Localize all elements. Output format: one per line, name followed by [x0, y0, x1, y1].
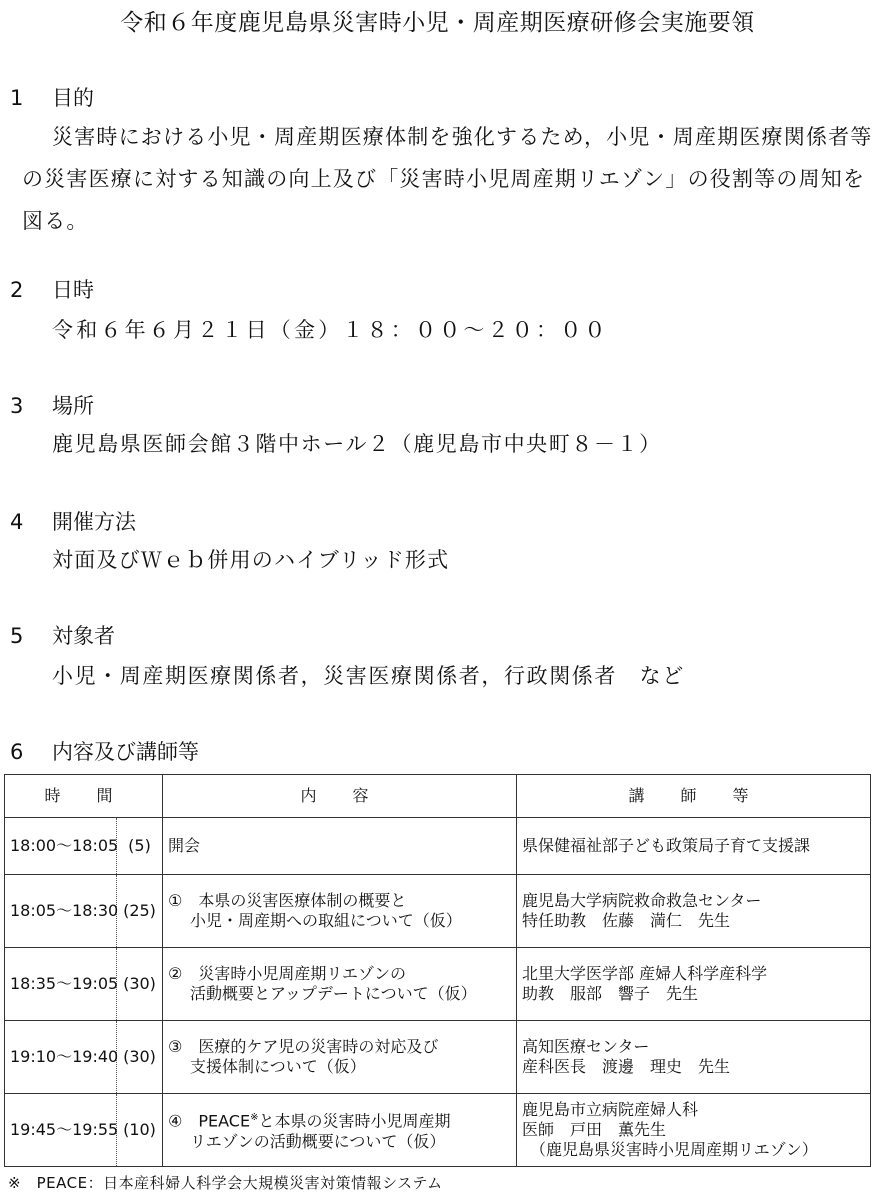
time-cell: 19:45～19:55 — [5, 1094, 117, 1167]
table-row — [5, 818, 871, 875]
section-title: 内容及び講師等 — [52, 740, 199, 764]
section-4-heading — [10, 506, 136, 536]
content-line: ① 本県の災害医療体制の概要と — [168, 891, 407, 910]
duration-cell: (25) — [117, 875, 163, 948]
lecturer-cell — [517, 875, 871, 948]
lecturer-line: 医師 戸田 薫先生 — [522, 1120, 667, 1139]
section-title: 対象者 — [52, 624, 115, 648]
content-line: 小児・周産期への取組について（仮） — [190, 911, 462, 930]
lecturer-line: 県保健福祉部子ども政策局子育て支援課 — [522, 836, 811, 855]
content-cell — [163, 1021, 517, 1094]
lecturer-cell — [517, 1094, 871, 1167]
content-text: と本県の災害時小児周産期 — [258, 1111, 451, 1131]
content-line: 支援体制について（仮） — [190, 1057, 366, 1076]
section-4-body: 対面及びＷｅｂ併用のハイブリッド形式 — [52, 548, 450, 572]
header-content: 内 容 — [163, 775, 517, 818]
table-row — [5, 1021, 871, 1094]
page-title: 令和６年度鹿児島県災害時小児・周産期医療研修会実施要領 — [120, 10, 755, 36]
section-title: 日時 — [52, 278, 94, 302]
section-title: 開催方法 — [52, 510, 136, 534]
section-3-body: 鹿児島県医師会館３階中ホール２（鹿児島市中央町８－１） — [52, 432, 662, 456]
section-number: 6 — [10, 740, 24, 764]
content-line: 開会 — [168, 836, 201, 855]
footnote — [8, 1172, 443, 1193]
duration-cell: (30) — [117, 948, 163, 1021]
section-6-heading — [10, 736, 199, 766]
section-2-body: 令和６年６月２１日（金）１８：００～２０：００ — [52, 318, 609, 342]
lecturer-line: 鹿児島市立病院産婦人科 — [522, 1100, 699, 1119]
section-1-heading — [10, 82, 94, 112]
time-cell: 18:05～18:30 — [5, 875, 117, 948]
section-title: 場所 — [52, 394, 94, 418]
time-cell: 18:35～19:05 — [5, 948, 117, 1021]
content-cell — [163, 818, 517, 875]
duration-cell: (30) — [117, 1021, 163, 1094]
section-3-heading — [10, 390, 94, 420]
lecturer-cell — [517, 818, 871, 875]
content-cell — [163, 875, 517, 948]
content-line: リエゾンの活動概要について（仮） — [190, 1131, 446, 1151]
content-line: 活動概要とアップデートについて（仮） — [190, 984, 477, 1003]
content-cell — [163, 948, 517, 1021]
content-text: ④ PEACE — [168, 1111, 251, 1131]
lecturer-cell — [517, 948, 871, 1021]
section-number: 2 — [10, 278, 24, 302]
table-row — [5, 875, 871, 948]
header-time: 時 間 — [5, 775, 163, 818]
duration-cell: (10) — [117, 1094, 163, 1167]
section-number: 3 — [10, 394, 24, 418]
section-number: 5 — [10, 624, 24, 648]
lecturer-line: 鹿児島大学病院救命救急センター — [522, 891, 762, 910]
section-5-heading — [10, 620, 115, 650]
lecturer-line: （鹿児島県災害時小児周産期リエゾン） — [530, 1140, 818, 1159]
section-number: 4 — [10, 510, 24, 534]
lecturer-line: 特任助教 佐藤 満仁 先生 — [522, 911, 731, 930]
duration-cell: (5) — [117, 818, 163, 875]
table-header-row — [5, 775, 871, 818]
footnote-mark: ※ — [8, 1174, 22, 1192]
section-number: 1 — [10, 86, 24, 110]
time-cell: 18:00～18:05 — [5, 818, 117, 875]
header-lecturer: 講 師 等 — [517, 775, 871, 818]
section-2-heading — [10, 274, 94, 304]
lecturer-line: 北里大学医学部 産婦人科学産科学 — [522, 964, 768, 983]
section-title: 目的 — [52, 86, 94, 110]
content-line: ② 災害時小児周産期リエゾンの — [168, 964, 407, 983]
content-cell — [163, 1094, 517, 1167]
time-cell: 19:10～19:40 — [5, 1021, 117, 1094]
content-line: ③ 医療的ケア児の災害時の対応及び — [168, 1037, 439, 1056]
footnote-mark: ※ — [250, 1112, 259, 1124]
lecturer-line: 産科医長 渡邊 理史 先生 — [522, 1057, 731, 1076]
footnote-text: PEACE：日本産科婦人科学会大規模災害対策情報システム — [36, 1174, 443, 1192]
lecturer-cell — [517, 1021, 871, 1094]
program-table — [4, 774, 871, 1167]
table-row — [5, 1094, 871, 1167]
lecturer-line: 高知医療センター — [522, 1037, 650, 1056]
section-1-body: 災害時における小児・周産期医療体制を強化するため，小児・周産期医療関係者等の災害医療に対する知識の向上及び「災害時小児周産期リエゾン」の役割等の周知を図る。 — [22, 125, 873, 233]
lecturer-line: 助教 服部 響子 先生 — [522, 984, 699, 1003]
table-row — [5, 948, 871, 1021]
section-5-body: 小児・周産期医療関係者，災害医療関係者，行政関係者 など — [52, 664, 685, 688]
content-line — [168, 1108, 511, 1131]
